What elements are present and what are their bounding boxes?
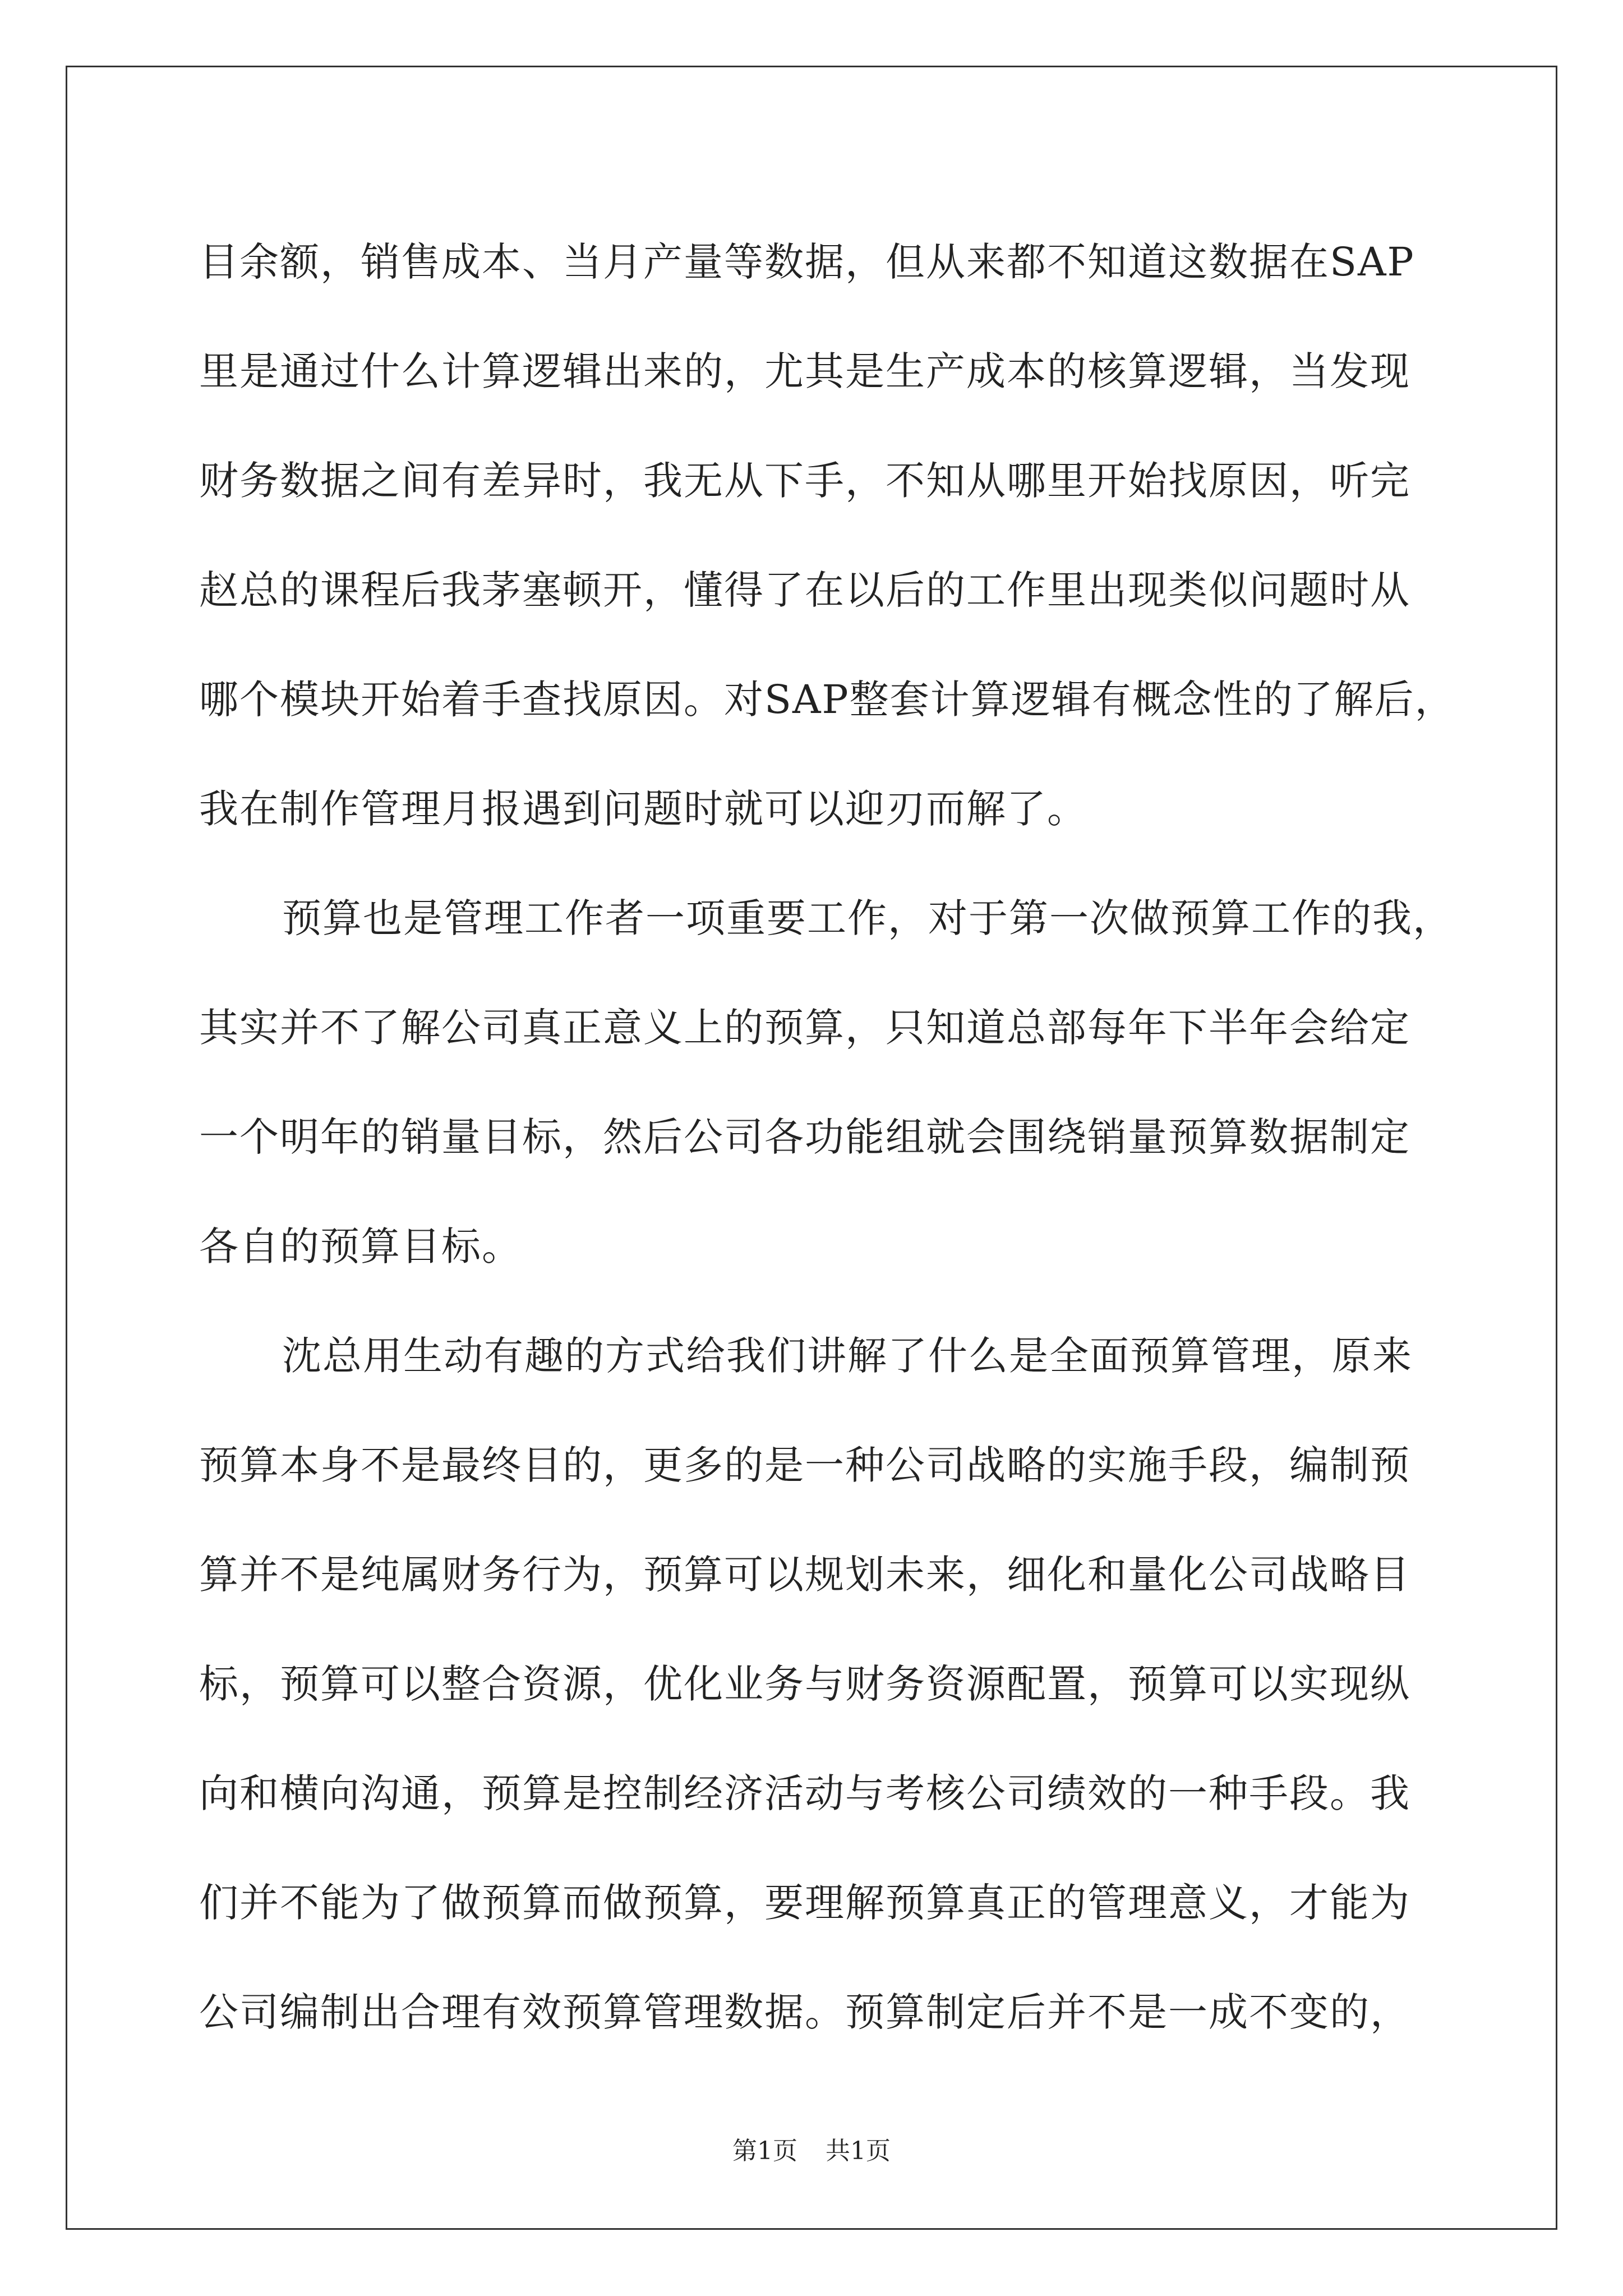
paragraph-first-line: 预算也是管理工作者一项重要工作，对于第一次做预算工作的我， (282, 895, 1453, 941)
text-line: 预算本身不是最终目的，更多的是一种公司战略的实施手段，编制预 (199, 1442, 1410, 1488)
paragraph-first-line: 沈总用生动有趣的方式给我们讲解了什么是全面预算管理，原来 (282, 1333, 1413, 1379)
text-line: 一个明年的销量目标，然后公司各功能组就会围绕销量预算数据制定 (199, 1114, 1410, 1160)
text-line: 向和横向沟通，预算是控制经济活动与考核公司绩效的一种手段。我 (199, 1770, 1410, 1816)
text-line: 公司编制出合理有效预算管理数据。预算制定后并不是一成不变的， (199, 1989, 1410, 2035)
text-line: 赵总的课程后我茅塞顿开，懂得了在以后的工作里出现类似问题时从 (199, 567, 1410, 613)
text-line: 目余额，销售成本、当月产量等数据，但从来都不知道这数据在SAP (199, 239, 1415, 285)
page-footer (0, 2134, 1623, 2168)
text-line: 们并不能为了做预算而做预算，要理解预算真正的管理意义，才能为 (199, 1880, 1410, 1926)
text-line: 里是通过什么计算逻辑出来的，尤其是生产成本的核算逻辑，当发现 (199, 348, 1410, 394)
document-body (199, 208, 1455, 2067)
text-line: 其实并不了解公司真正意义上的预算，只知道总部每年下半年会给定 (199, 1005, 1410, 1051)
text-line: 哪个模块开始着手查找原因。对SAP整套计算逻辑有概念性的了解后， (199, 677, 1455, 723)
text-line: 各自的预算目标。 (199, 1223, 522, 1269)
text-line: 我在制作管理月报遇到问题时就可以迎刃而解了。 (199, 786, 1087, 832)
text-line: 标，预算可以整合资源，优化业务与财务资源配置，预算可以实现纵 (199, 1661, 1410, 1707)
page-number: 第1页 (732, 2137, 797, 2165)
text-line: 算并不是纯属财务行为，预算可以规划未来，细化和量化公司战略目 (199, 1552, 1410, 1598)
text-line: 财务数据之间有差异时，我无从下手，不知从哪里开始找原因，听完 (199, 458, 1410, 504)
page-total: 共1页 (826, 2137, 891, 2165)
